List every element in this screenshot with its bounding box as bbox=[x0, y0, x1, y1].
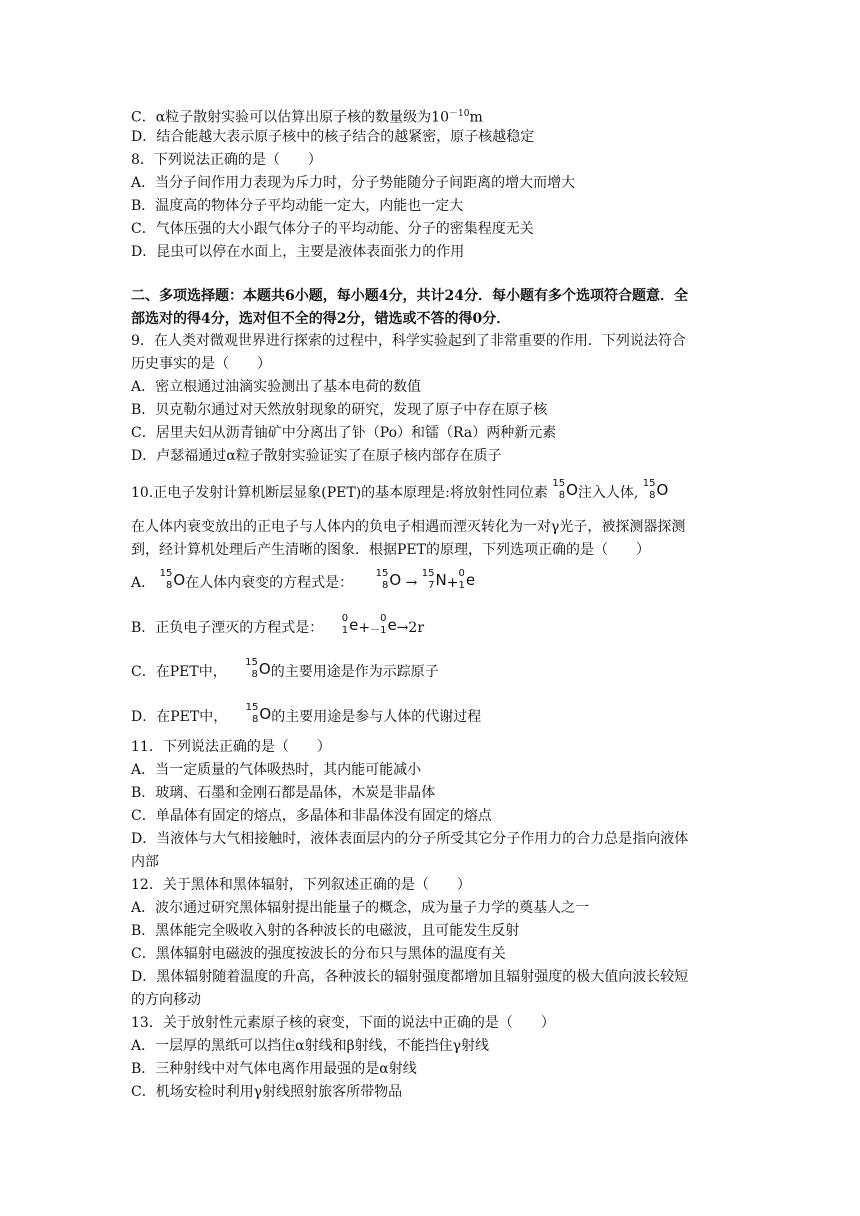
q12-stem: 12．关于黑体和黑体辐射，下列叙述正确的是（ ） bbox=[131, 877, 471, 893]
q13-option-a: A．一层厚的黑纸可以挡住α射线和β射线，不能挡住γ射线 bbox=[131, 1038, 490, 1054]
q10-option-d: D．在PET中， 15 8 O的主要用途是参与人体的代谢过程 bbox=[131, 702, 481, 732]
q8-stem: 8．下列说法正确的是（ ） bbox=[131, 152, 322, 168]
q12-option-c: C．黑体辐射电磁波的强度按波长的分布只与黑体的温度有关 bbox=[131, 946, 506, 962]
q8-option-a: A．当分子间作用力表现为斥力时，分子势能随分子间距离的增大而增大 bbox=[131, 175, 576, 191]
oxygen-15-nuclide: 15 8 O bbox=[245, 657, 271, 680]
q11-stem: 11．下列说法正确的是（ ） bbox=[131, 739, 331, 755]
q10-option-b: B．正负电子湮灭的方程式是： 0 1 e+ 0 －1 e→2r bbox=[131, 613, 424, 643]
oxygen-15-nuclide: 15 8 O bbox=[642, 478, 669, 501]
q8-option-b: B．温度高的物体分子平均动能一定大，内能也一定大 bbox=[131, 198, 464, 214]
plus-symbol: + bbox=[358, 620, 371, 636]
electron: 0 －1 e bbox=[370, 613, 397, 636]
q11-option-d-line1: D．当液体与大气相接触时，液体表面层内的分子所受其它分子作用力的合力总是指向液体 bbox=[131, 831, 689, 847]
q11-option-c: C．单晶体有固定的熔点，多晶体和非晶体没有固定的熔点 bbox=[131, 808, 492, 824]
section-2-heading-line2: 部选对的得4分，选对但不全的得2分，错选或不答的得0分． bbox=[131, 311, 511, 327]
q8-option-c: C．气体压强的大小跟气体分子的平均动能、分子的密集程度无关 bbox=[131, 221, 534, 237]
q13-option-b: B．三种射线中对气体电离作用最强的是α射线 bbox=[131, 1061, 417, 1077]
q13-stem: 13．关于放射性元素原子核的衰变，下面的说法中正确的是（ ） bbox=[131, 1015, 555, 1031]
q9-stem-line1: 9．在人类对微观世界进行探索的过程中，科学实验起到了非常重要的作用．下列说法符合 bbox=[131, 333, 686, 349]
q8-option-d: D．昆虫可以停在水面上，主要是液体表面张力的作用 bbox=[131, 244, 465, 260]
plus-symbol: + bbox=[446, 575, 459, 591]
q11-option-d-line2: 内部 bbox=[131, 854, 159, 870]
q9-option-c: C．居里夫妇从沥青铀矿中分离出了钋（Po）和镭（Ra）两种新元素 bbox=[131, 425, 557, 441]
q10-stem-line1: 10.正电子发射计算机断层显象(PET)的基本原理是:将放射性同位素 15 8 O注入人体, 15 8 O bbox=[131, 478, 668, 508]
nitrogen-15-nuclide: 15 7 N bbox=[421, 568, 447, 591]
q11-option-a: A．当一定质量的气体吸热时，其内能可能减小 bbox=[131, 762, 422, 778]
q12-option-d-line1: D．黑体辐射随着温度的升高，各种波长的辐射强度都增加且辐射强度的极大值向波长较短 bbox=[131, 969, 689, 985]
arrow-symbol: → bbox=[405, 575, 418, 591]
q7-option-c: C．α粒子散射实验可以估算出原子核的数量级为$10^{-10}m$ bbox=[131, 109, 483, 126]
annihilation-equation: 0 1 e+ 0 －1 e→2r bbox=[342, 613, 424, 643]
q12-option-b: B．黑体能完全吸收入射的各种波长的电磁波，且可能发生反射 bbox=[131, 923, 520, 939]
oxygen-15-nuclide: 15 8 O bbox=[375, 568, 402, 591]
q9-option-b: B．贝克勒尔通过对天然放射现象的研究，发现了原子中存在原子核 bbox=[131, 402, 548, 418]
q9-stem-line2: 历史事实的是（ ） bbox=[131, 356, 271, 372]
q10-stem-line3: 到，经计算机处理后产生清晰的图象．根据PET的原理，下列选项正确的是（ ） bbox=[131, 542, 650, 558]
q12-option-a: A．波尔通过研究黑体辐射提出能量子的概念，成为量子力学的奠基人之一 bbox=[131, 900, 590, 916]
positron: 0 1 e bbox=[341, 613, 359, 636]
oxygen-15-nuclide: 15 8 O bbox=[159, 568, 186, 591]
section-2-heading-line1: 二、多项选择题：本题共6小题，每小题4分，共计24分．每小题有多个选项符合题意．全 bbox=[131, 288, 688, 304]
q12-option-d-line2: 的方向移动 bbox=[131, 992, 201, 1008]
q10-stem-line2: 在人体内衰变放出的正电子与人体内的负电子相遇而湮灭转化为一对γ光子，被探测器探测 bbox=[131, 519, 686, 535]
q10-option-a: A． 15 8 O在人体内衰变的方程式是： 15 8 O → 15 7 N+ 0 1 e bbox=[131, 568, 475, 598]
q10-option-c: C．在PET中， 15 8 O的主要用途是作为示踪原子 bbox=[131, 657, 439, 687]
decay-equation bbox=[376, 568, 476, 598]
oxygen-15-nuclide: 15 8 O bbox=[552, 478, 578, 501]
q7-option-d: D．结合能越大表示原子核中的核子结合的越紧密，原子核越稳定 bbox=[131, 129, 535, 145]
positron: 0 1 e bbox=[458, 568, 476, 591]
q13-option-c: C．机场安检时利用γ射线照射旅客所带物品 bbox=[131, 1084, 403, 1100]
q11-option-b: B．玻璃、石墨和金刚石都是晶体，木炭是非晶体 bbox=[131, 785, 436, 801]
oxygen-15-nuclide: 15 8 O bbox=[245, 702, 272, 725]
q9-option-a: A．密立根通过油滴实验测出了基本电荷的数值 bbox=[131, 379, 422, 395]
q9-option-d: D．卢瑟福通过α粒子散射实验证实了在原子核内部存在质子 bbox=[131, 448, 502, 464]
